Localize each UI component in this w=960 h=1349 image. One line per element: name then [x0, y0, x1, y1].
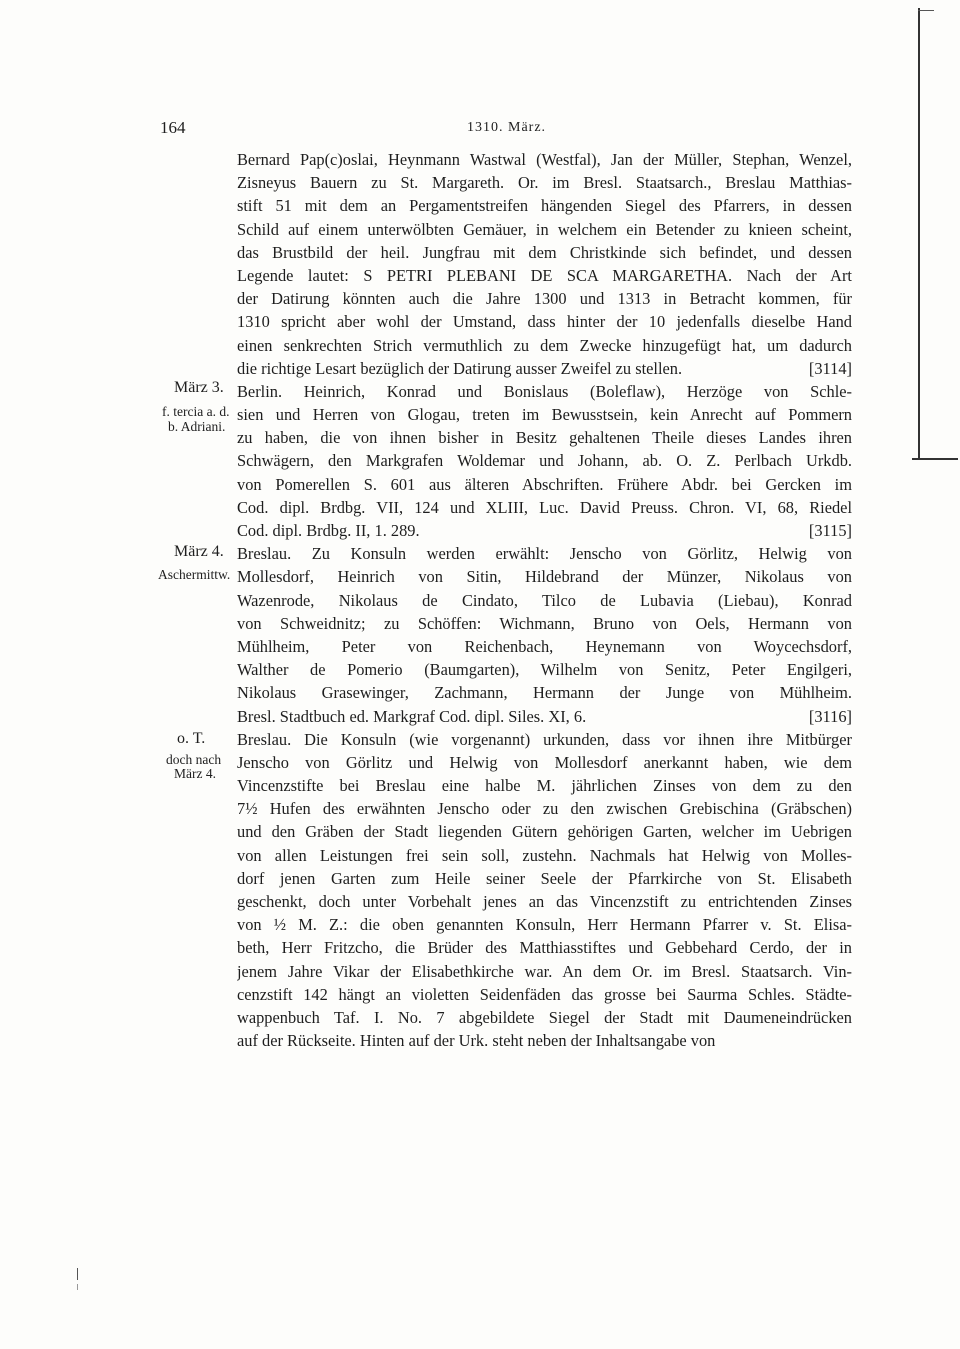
text-line: Jenscho von Görlitz und Helwig von Mollesdorf anerkannt haben, wie dem — [237, 752, 852, 772]
scan-frame-edge — [918, 10, 934, 11]
text-line: Walther de Pomerio (Baumgarten), Wilhelm von Senitz, Peter Engilgeri, — [237, 660, 852, 680]
entry-number: [3116] — [808, 706, 852, 726]
text-line: Cod. dipl. Brdbg. VII, 124 und XLIII, Luc. David Preuss. Chron. VI, 68, Riedel — [237, 497, 852, 517]
scan-mark — [77, 1268, 78, 1280]
margin-note: doch nach — [166, 752, 222, 767]
text-line: Mühlheim, Peter von Reichenbach, Heynemann von Woycechsdorf, — [237, 636, 852, 656]
page-number: 164 — [160, 118, 186, 137]
text-line: die richtige Lesart bezüglich der Datirung ausser Zweifel zu stellen. — [237, 358, 683, 378]
text-line: Bresl. Stadtbuch ed. Markgraf Cod. dipl. Siles. XI, 6. — [237, 706, 587, 726]
scan-frame-edge — [912, 458, 958, 460]
text-line: Breslau. Die Konsuln (wie vorgenannt) urkunden, dass vor ihnen ihre Mitbürger — [237, 729, 852, 749]
margin-note: Aschermittw. — [158, 567, 231, 582]
margin-date: o. T. — [177, 730, 206, 747]
text-line: beth, Herr Fritzcho, die Brüder des Matthiasstiftes und Gebbehard Cerdo, der in — [237, 938, 852, 958]
text-line: Nikolaus Grasewinger, Zachmann, Hermann der Junge von Mühlheim. — [237, 683, 852, 703]
text-line: Mollesdorf, Heinrich von Sitin, Hildebrand der Münzer, Nikolaus von — [237, 567, 852, 587]
text-line: Berlin. Heinrich, Konrad und Bonislaus (Boleflaw), Herzöge von Schle- — [237, 381, 852, 401]
margin-note: f. tercia a. d. — [162, 404, 230, 419]
text-line: Schwägern, den Markgrafen Woldemar und Johann, ab. O. Z. Perlbach Urkdb. — [237, 451, 852, 471]
text-line: 7½ Hufen des erwähnten Jenscho oder zu den zwischen Grebischina (Gräbschen) — [237, 799, 852, 819]
text-line: auf der Rückseite. Hinten auf der Urk. steht neben der Inhaltsangabe von — [237, 1031, 716, 1051]
body-text — [237, 148, 852, 1052]
entry-end-line — [237, 519, 852, 542]
text-line: von ½ M. Z.: die oben genannten Konsuln, Herr Hermann Pfarrer v. St. Elisa- — [237, 915, 852, 935]
text-line: Vincenzstifte bei Breslau eine halbe M. jährlichen Zinses von dem zu den — [237, 776, 852, 796]
text-line: Bernard Pap(c)oslai, Heynmann Wastwal (Westfal), Jan der Müller, Stephan, Wenzel, — [237, 150, 852, 169]
text-line: Schild auf einem unterwölbten Gemäuer, in welchem ein Betender zu knieen scheint, — [237, 219, 852, 239]
margin-note: b. Adriani. — [168, 419, 226, 434]
text-line: von Schweidnitz; zu Schöffen: Wichmann, Bruno von Oels, Hermann von — [237, 613, 852, 633]
text-line: von Pomerellen S. 601 aus älteren Abschriften. Frühere Abdr. bei Gercken im — [237, 474, 852, 494]
entry-end-line — [237, 705, 852, 728]
entry-number: [3115] — [808, 521, 852, 540]
text-line: und den Gräben der Stadt liegenden Gütern gehörigen Garten, welcher im Uebrigen — [237, 822, 852, 842]
text-line: wappenbuch Taf. I. No. 7 abgebildete Siegel der Stadt mit Daumeneindrücken — [237, 1007, 852, 1027]
text-line: Legende lautet: S PETRI PLEBANI DE SCA MARGARETHA. Nach der Art — [237, 265, 852, 285]
entry-end-line — [237, 357, 852, 380]
text-line: Cod. dipl. Brdbg. II, 1. 289. — [237, 521, 420, 540]
entry-number: [3114] — [808, 358, 852, 378]
running-head: 1310. März. — [467, 120, 547, 135]
text-line: zu haben, die von ihnen bisher in Besitz gehaltenen Theile dieses Landes ihren — [237, 428, 852, 448]
margin-date: März 3. — [174, 379, 224, 396]
text-line: cenzstift 142 hängt an violetten Seidenfäden das grosse bei Saurma Schles. Städte- — [237, 984, 852, 1004]
text-line: dorf jenen Garten zum Heile seiner Seele der Pfarrkirche von St. Elisabeth — [237, 868, 852, 888]
text-line: Breslau. Zu Konsuln werden erwählt: Jenscho von Görlitz, Helwig von — [237, 544, 852, 564]
text-line: sien und Herren von Glogau, treten im Bewusstsein, kein Anrecht auf Pommern — [237, 405, 852, 425]
text-line: von allen Leistungen frei sein soll, zustehn. Nachmals hat Helwig von Molles- — [237, 845, 852, 865]
text-line: stift 51 mit dem an Pergamentstreifen hängenden Siegel des Pfarrers, in dessen — [237, 196, 852, 216]
text-line: einen senkrechten Strich vermuthlich zu dem Zwecke hinzugefügt hat, um dadurch — [237, 335, 852, 355]
text-line: jenem Jahre Vikar der Elisabethkirche war. An dem Or. im Bresl. Staatsarch. Vin- — [237, 961, 852, 981]
margin-date: März 4. — [174, 543, 224, 560]
text-line: geschenkt, doch unter Vorbehalt jenes an das Vincenzstift zu entrichtenden Zinses — [237, 892, 852, 911]
margin-note: März 4. — [174, 766, 216, 781]
text-line: Zisneyus Bauern zu St. Margareth. Or. im Bresl. Staatsarch., Breslau Matthias- — [237, 173, 852, 193]
text-line: Wazenrode, Nikolaus de Cindato, Tilco de Lubavia (Liebau), Konrad — [237, 590, 852, 610]
text-line: der Datirung könnten auch die Jahre 1300 und 1313 in Betracht kommen, für — [237, 289, 852, 309]
scan-frame-edge — [918, 8, 920, 460]
text-line: 1310 spricht aber wohl der Umstand, dass hinter der 10 jedenfalls dieselbe Hand — [237, 312, 852, 332]
text-line: das Brustbild der heil. Jungfrau mit dem Christkinde sich befindet, und dessen — [237, 242, 852, 262]
scan-mark — [77, 1284, 78, 1290]
